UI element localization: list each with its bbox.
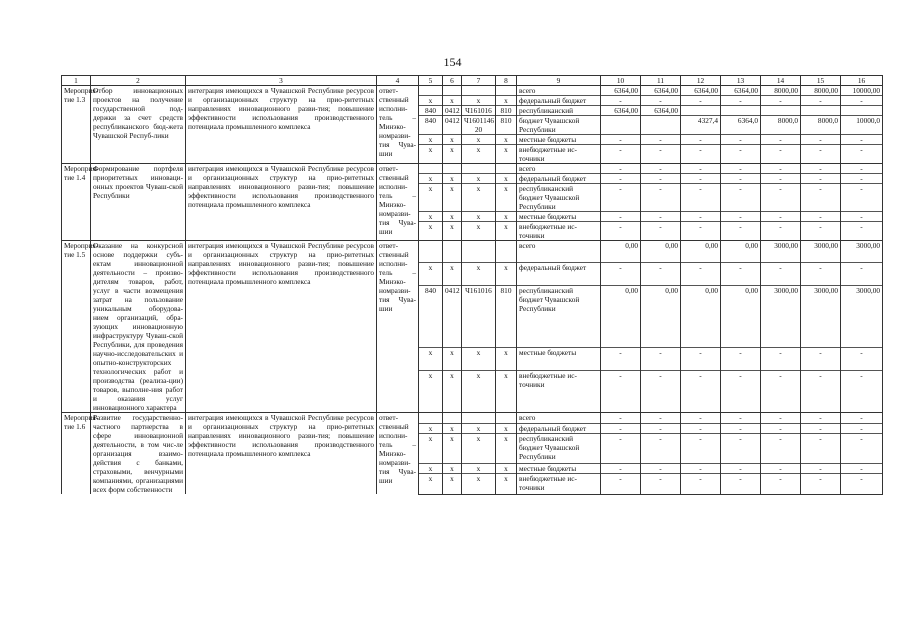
value-cell: -	[761, 263, 801, 285]
value-cell: -	[801, 263, 841, 285]
code-cell: х	[496, 474, 517, 494]
value-cell: 8000,0	[801, 116, 841, 135]
code-cell: х	[419, 212, 443, 222]
value-cell: 6364,00	[641, 106, 681, 116]
table-row	[62, 86, 883, 96]
executor-cell: ответ-ственный исполни-тель – Минэко-номразви-тия Чува-шии	[377, 86, 419, 164]
value-cell: -	[761, 135, 801, 145]
value-cell: 6364,00	[681, 86, 721, 96]
source-cell: местные бюджеты	[517, 135, 601, 145]
value-cell: -	[601, 145, 641, 164]
value-cell: -	[601, 263, 641, 285]
code-cell	[462, 241, 496, 263]
code-cell: х	[443, 474, 462, 494]
code-cell: х	[419, 96, 443, 106]
value-cell: 6364,0	[721, 116, 761, 135]
value-cell: -	[721, 135, 761, 145]
code-cell	[419, 413, 443, 424]
code-cell	[496, 241, 517, 263]
value-cell: -	[801, 174, 841, 184]
code-cell: х	[443, 145, 462, 164]
value-cell: -	[601, 474, 641, 494]
value-cell: -	[801, 348, 841, 370]
code-cell	[462, 86, 496, 96]
value-cell: -	[681, 348, 721, 370]
value-cell: -	[681, 184, 721, 212]
value-cell: -	[641, 463, 681, 474]
value-cell	[681, 106, 721, 116]
code-cell: Ч161016	[462, 106, 496, 116]
code-cell: 840	[419, 285, 443, 348]
value-cell: -	[641, 348, 681, 370]
code-cell: х	[496, 434, 517, 464]
value-cell: -	[721, 145, 761, 164]
value-cell: -	[721, 96, 761, 106]
budget-table	[61, 75, 883, 495]
header-col-4: 4	[377, 76, 419, 86]
value-cell: -	[601, 348, 641, 370]
header-col-10: 10	[601, 76, 641, 86]
code-cell: х	[443, 174, 462, 184]
value-cell: -	[641, 423, 681, 434]
code-cell: 840	[419, 116, 443, 135]
event-number-cell: Мероприя-тие 1.5	[62, 241, 91, 413]
value-cell: 8000,00	[761, 86, 801, 96]
code-cell: х	[462, 184, 496, 212]
value-cell: -	[721, 174, 761, 184]
value-cell: -	[721, 212, 761, 222]
header-col-9: 9	[517, 76, 601, 86]
event-number-cell: Мероприя-тие 1.6	[62, 413, 91, 495]
source-cell: местные бюджеты	[517, 463, 601, 474]
source-cell: всего	[517, 413, 601, 424]
code-cell: х	[462, 263, 496, 285]
value-cell: -	[641, 96, 681, 106]
value-cell: -	[721, 370, 761, 412]
code-cell	[419, 241, 443, 263]
code-cell: х	[443, 463, 462, 474]
code-cell: х	[443, 135, 462, 145]
value-cell: -	[761, 184, 801, 212]
code-cell: х	[462, 463, 496, 474]
value-cell: -	[801, 145, 841, 164]
event-number-cell: Мероприя-тие 1.3	[62, 86, 91, 164]
value-cell: -	[841, 145, 883, 164]
table-row	[62, 241, 883, 263]
code-cell: х	[462, 174, 496, 184]
value-cell: -	[841, 96, 883, 106]
code-cell	[443, 164, 462, 174]
value-cell: -	[801, 164, 841, 174]
code-cell: х	[462, 145, 496, 164]
code-cell: х	[496, 212, 517, 222]
source-cell: бюджет Чувашской Республики	[517, 116, 601, 135]
code-cell: 810	[496, 106, 517, 116]
code-cell: х	[419, 145, 443, 164]
value-cell: -	[761, 370, 801, 412]
value-cell: 10000,00	[841, 86, 883, 96]
code-cell: х	[419, 348, 443, 370]
table-body	[62, 76, 883, 495]
code-cell: х	[496, 370, 517, 412]
value-cell: -	[841, 135, 883, 145]
value-cell: -	[641, 145, 681, 164]
source-cell: всего	[517, 86, 601, 96]
code-cell	[496, 164, 517, 174]
code-cell: х	[419, 434, 443, 464]
value-cell: -	[681, 434, 721, 464]
value-cell: 3000,00	[801, 285, 841, 348]
code-cell: х	[419, 135, 443, 145]
source-cell: местные бюджеты	[517, 212, 601, 222]
value-cell: 3000,00	[761, 241, 801, 263]
value-cell: 0,00	[681, 285, 721, 348]
value-cell: -	[721, 463, 761, 474]
code-cell: х	[496, 463, 517, 474]
value-cell: -	[761, 212, 801, 222]
value-cell: -	[641, 174, 681, 184]
source-cell: внебюджетные ис-точники	[517, 474, 601, 494]
value-cell: -	[721, 474, 761, 494]
value-cell: -	[601, 222, 641, 241]
value-cell	[721, 106, 761, 116]
value-cell: -	[641, 474, 681, 494]
code-cell: 810	[496, 285, 517, 348]
code-cell: х	[462, 96, 496, 106]
value-cell: -	[681, 174, 721, 184]
value-cell: 0,00	[601, 285, 641, 348]
value-cell: -	[801, 135, 841, 145]
value-cell: 3000,00	[841, 241, 883, 263]
value-cell: -	[841, 222, 883, 241]
value-cell: -	[681, 263, 721, 285]
code-cell: 810	[496, 116, 517, 135]
header-col-8: 8	[496, 76, 517, 86]
value-cell: 0,00	[601, 241, 641, 263]
code-cell: х	[443, 423, 462, 434]
value-cell	[841, 106, 883, 116]
header-col-15: 15	[801, 76, 841, 86]
value-cell: -	[801, 463, 841, 474]
value-cell: -	[641, 212, 681, 222]
value-cell: -	[601, 463, 641, 474]
code-cell: х	[419, 423, 443, 434]
value-cell: 6364,00	[601, 106, 641, 116]
code-cell	[419, 164, 443, 174]
code-cell: 840	[419, 106, 443, 116]
value-cell: -	[641, 413, 681, 424]
header-col-14: 14	[761, 76, 801, 86]
code-cell: х	[496, 348, 517, 370]
value-cell: -	[681, 135, 721, 145]
table-row	[62, 413, 883, 424]
header-col-3: 3	[186, 76, 377, 86]
source-cell: местные бюджеты	[517, 348, 601, 370]
value-cell: -	[721, 184, 761, 212]
value-cell: 0,00	[641, 241, 681, 263]
value-cell: -	[601, 370, 641, 412]
code-cell: х	[419, 474, 443, 494]
code-cell: х	[419, 370, 443, 412]
goal-cell: интеграция имеющихся в Чувашской Республике ресурсов и организационных структур на прио-ритетных направлениях инновационного разви-тия; повышение эффективности использования производственного потенциала промышленного комплекса	[186, 86, 377, 164]
source-cell: внебюджетные ис-точники	[517, 370, 601, 412]
value-cell: -	[601, 434, 641, 464]
value-cell: -	[681, 370, 721, 412]
code-cell	[462, 164, 496, 174]
value-cell: -	[761, 423, 801, 434]
value-cell: -	[841, 413, 883, 424]
value-cell: 6364,00	[601, 86, 641, 96]
code-cell: х	[443, 348, 462, 370]
source-cell: всего	[517, 241, 601, 263]
value-cell: -	[721, 434, 761, 464]
value-cell: -	[681, 96, 721, 106]
header-col-12: 12	[681, 76, 721, 86]
source-cell: республиканский бюджет Чувашской Республики	[517, 184, 601, 212]
code-cell: х	[462, 348, 496, 370]
code-cell: х	[496, 184, 517, 212]
value-cell: -	[761, 145, 801, 164]
value-cell: -	[801, 96, 841, 106]
value-cell: -	[801, 370, 841, 412]
value-cell: -	[761, 174, 801, 184]
value-cell: -	[801, 423, 841, 434]
value-cell: -	[681, 413, 721, 424]
code-cell: 0412	[443, 285, 462, 348]
code-cell	[462, 413, 496, 424]
code-cell: х	[462, 434, 496, 464]
value-cell: -	[761, 463, 801, 474]
code-cell: х	[443, 184, 462, 212]
value-cell	[641, 116, 681, 135]
code-cell: х	[419, 463, 443, 474]
source-cell: федеральный бюджет	[517, 263, 601, 285]
event-name-cell: Отбор инновационных проектов на получение государственной под-держки за счет средств республиканского бюд-жета Чувашской Респуб-лики	[91, 86, 186, 164]
event-name-cell: Оказание на конкурсной основе поддержки субъ-ектам инновационной деятельности – произво-дителям товаров, работ, услуг в части возмещения затрат на пользование уникальным оборудова-нием организаций, обра-зующих инновационную инфраструктуру Чуваш-ской Республики, для проведения научно-исследовательских и опытно-конструкторских технологических работ и производства (реализа-ции) товаров, выполне-ния работ и оказания услуг инновационного характера	[91, 241, 186, 413]
value-cell: -	[761, 348, 801, 370]
header-col-6: 6	[443, 76, 462, 86]
value-cell: -	[641, 184, 681, 212]
executor-cell: ответ-ственный исполни-тель – Минэко-номразви-тия Чува-шии	[377, 241, 419, 413]
value-cell: 0,00	[681, 241, 721, 263]
header-col-1: 1	[62, 76, 91, 86]
value-cell: -	[681, 423, 721, 434]
code-cell: х	[419, 174, 443, 184]
value-cell: 8000,00	[801, 86, 841, 96]
value-cell: -	[681, 212, 721, 222]
value-cell: 0,00	[641, 285, 681, 348]
value-cell	[761, 106, 801, 116]
value-cell: -	[801, 413, 841, 424]
table-row	[62, 164, 883, 174]
value-cell: 8000,0	[761, 116, 801, 135]
value-cell: -	[841, 463, 883, 474]
code-cell: х	[462, 212, 496, 222]
event-name-cell: Развитие государственно-частного партнерства в сфере инновационной деятельности, в том чис-ле организация взаимо-действия с банками, страховыми, венчурными компаниями, организациями всех форм собственности	[91, 413, 186, 495]
value-cell: -	[641, 135, 681, 145]
code-cell: х	[443, 263, 462, 285]
header-col-2: 2	[91, 76, 186, 86]
source-cell: республиканский	[517, 106, 601, 116]
value-cell: -	[641, 222, 681, 241]
code-cell	[443, 413, 462, 424]
value-cell: -	[841, 434, 883, 464]
code-cell: х	[462, 222, 496, 241]
value-cell: 10000,0	[841, 116, 883, 135]
value-cell: -	[841, 164, 883, 174]
code-cell: Ч1601146 20	[462, 116, 496, 135]
code-cell: х	[443, 370, 462, 412]
header-col-11: 11	[641, 76, 681, 86]
value-cell: -	[721, 164, 761, 174]
value-cell: -	[601, 164, 641, 174]
code-cell: 0412	[443, 116, 462, 135]
code-cell	[496, 413, 517, 424]
value-cell: -	[601, 135, 641, 145]
value-cell: 6364,00	[641, 86, 681, 96]
value-cell: 3000,00	[841, 285, 883, 348]
code-cell	[443, 86, 462, 96]
header-col-16: 16	[841, 76, 883, 86]
header-col-5: 5	[419, 76, 443, 86]
executor-cell: ответ-ственный исполни-тель – Минэко-номразви-тия Чува-шии	[377, 164, 419, 241]
code-cell: х	[419, 263, 443, 285]
value-cell: -	[841, 184, 883, 212]
code-cell: х	[443, 222, 462, 241]
code-cell: х	[496, 222, 517, 241]
value-cell: -	[801, 222, 841, 241]
code-cell: х	[496, 135, 517, 145]
value-cell: -	[761, 413, 801, 424]
source-cell: всего	[517, 164, 601, 174]
value-cell: -	[841, 263, 883, 285]
source-cell: федеральный бюджет	[517, 174, 601, 184]
code-cell: х	[496, 174, 517, 184]
source-cell: внебюджетные ис-точники	[517, 145, 601, 164]
code-cell: Ч161016	[462, 285, 496, 348]
value-cell: -	[641, 263, 681, 285]
code-cell	[419, 86, 443, 96]
value-cell: -	[841, 212, 883, 222]
value-cell: -	[641, 434, 681, 464]
value-cell: -	[841, 423, 883, 434]
value-cell: -	[761, 222, 801, 241]
value-cell	[601, 116, 641, 135]
value-cell: -	[841, 348, 883, 370]
value-cell: -	[761, 164, 801, 174]
value-cell: -	[721, 222, 761, 241]
page-number: 154	[443, 55, 462, 69]
value-cell: 3000,00	[761, 285, 801, 348]
value-cell: 4327,4	[681, 116, 721, 135]
code-cell	[496, 86, 517, 96]
value-cell: -	[601, 212, 641, 222]
code-cell: х	[419, 222, 443, 241]
code-cell: х	[462, 370, 496, 412]
value-cell: -	[721, 348, 761, 370]
code-cell: х	[462, 135, 496, 145]
value-cell: -	[721, 413, 761, 424]
header-row	[62, 76, 883, 86]
value-cell: -	[761, 474, 801, 494]
code-cell: 0412	[443, 106, 462, 116]
value-cell: -	[681, 222, 721, 241]
value-cell: -	[681, 145, 721, 164]
code-cell: х	[419, 184, 443, 212]
code-cell: х	[496, 263, 517, 285]
value-cell: -	[761, 434, 801, 464]
value-cell: -	[721, 263, 761, 285]
code-cell: х	[462, 474, 496, 494]
code-cell: х	[443, 434, 462, 464]
source-cell: федеральный бюджет	[517, 423, 601, 434]
value-cell: -	[841, 174, 883, 184]
event-number-cell: Мероприя-тие 1.4	[62, 164, 91, 241]
value-cell: -	[841, 370, 883, 412]
value-cell: -	[761, 96, 801, 106]
value-cell: -	[601, 413, 641, 424]
code-cell: х	[462, 423, 496, 434]
source-cell: республиканский бюджет Чувашской Республики	[517, 434, 601, 464]
event-name-cell: Формирование портфеля приоритетных инноваци-онных проектов Чуваш-ской Республики	[91, 164, 186, 241]
value-cell: -	[681, 474, 721, 494]
source-cell: внебюджетные ис-точники	[517, 222, 601, 241]
goal-cell: интеграция имеющихся в Чувашской Республике ресурсов и организационных структур на прио-ритетных направлениях инновационного разви-тия; повышение эффективности использования производственного потенциала промышленного комплекса	[186, 413, 377, 495]
code-cell	[443, 241, 462, 263]
value-cell: -	[721, 423, 761, 434]
goal-cell: интеграция имеющихся в Чувашской Республике ресурсов и организационных структур на прио-ритетных направлениях инновационного разви-тия; повышение эффективности использования производственного потенциала промышленного комплекса	[186, 241, 377, 413]
value-cell: -	[601, 184, 641, 212]
value-cell: -	[801, 434, 841, 464]
code-cell: х	[496, 423, 517, 434]
executor-cell: ответ-ственный исполни-тель – Минэко-номразви-тия Чува-шии	[377, 413, 419, 495]
value-cell: -	[601, 423, 641, 434]
code-cell: х	[443, 96, 462, 106]
value-cell: -	[641, 164, 681, 174]
value-cell: -	[601, 174, 641, 184]
value-cell: 0,00	[721, 241, 761, 263]
code-cell: х	[496, 145, 517, 164]
code-cell: х	[443, 212, 462, 222]
value-cell: 3000,00	[801, 241, 841, 263]
value-cell: -	[641, 370, 681, 412]
value-cell: -	[681, 463, 721, 474]
value-cell: -	[801, 212, 841, 222]
code-cell: х	[496, 96, 517, 106]
value-cell: 6364,00	[721, 86, 761, 96]
value-cell: -	[601, 96, 641, 106]
value-cell	[801, 106, 841, 116]
header-col-7: 7	[462, 76, 496, 86]
value-cell: -	[681, 164, 721, 174]
value-cell: -	[801, 184, 841, 212]
source-cell: федеральный бюджет	[517, 96, 601, 106]
value-cell: 0,00	[721, 285, 761, 348]
goal-cell: интеграция имеющихся в Чувашской Республике ресурсов и организационных структур на прио-ритетных направлениях инновационного разви-тия; повышение эффективности использования производственного потенциала промышленного комплекса	[186, 164, 377, 241]
header-col-13: 13	[721, 76, 761, 86]
value-cell: -	[841, 474, 883, 494]
value-cell: -	[801, 474, 841, 494]
source-cell: республиканский бюджет Чувашской Республики	[517, 285, 601, 348]
